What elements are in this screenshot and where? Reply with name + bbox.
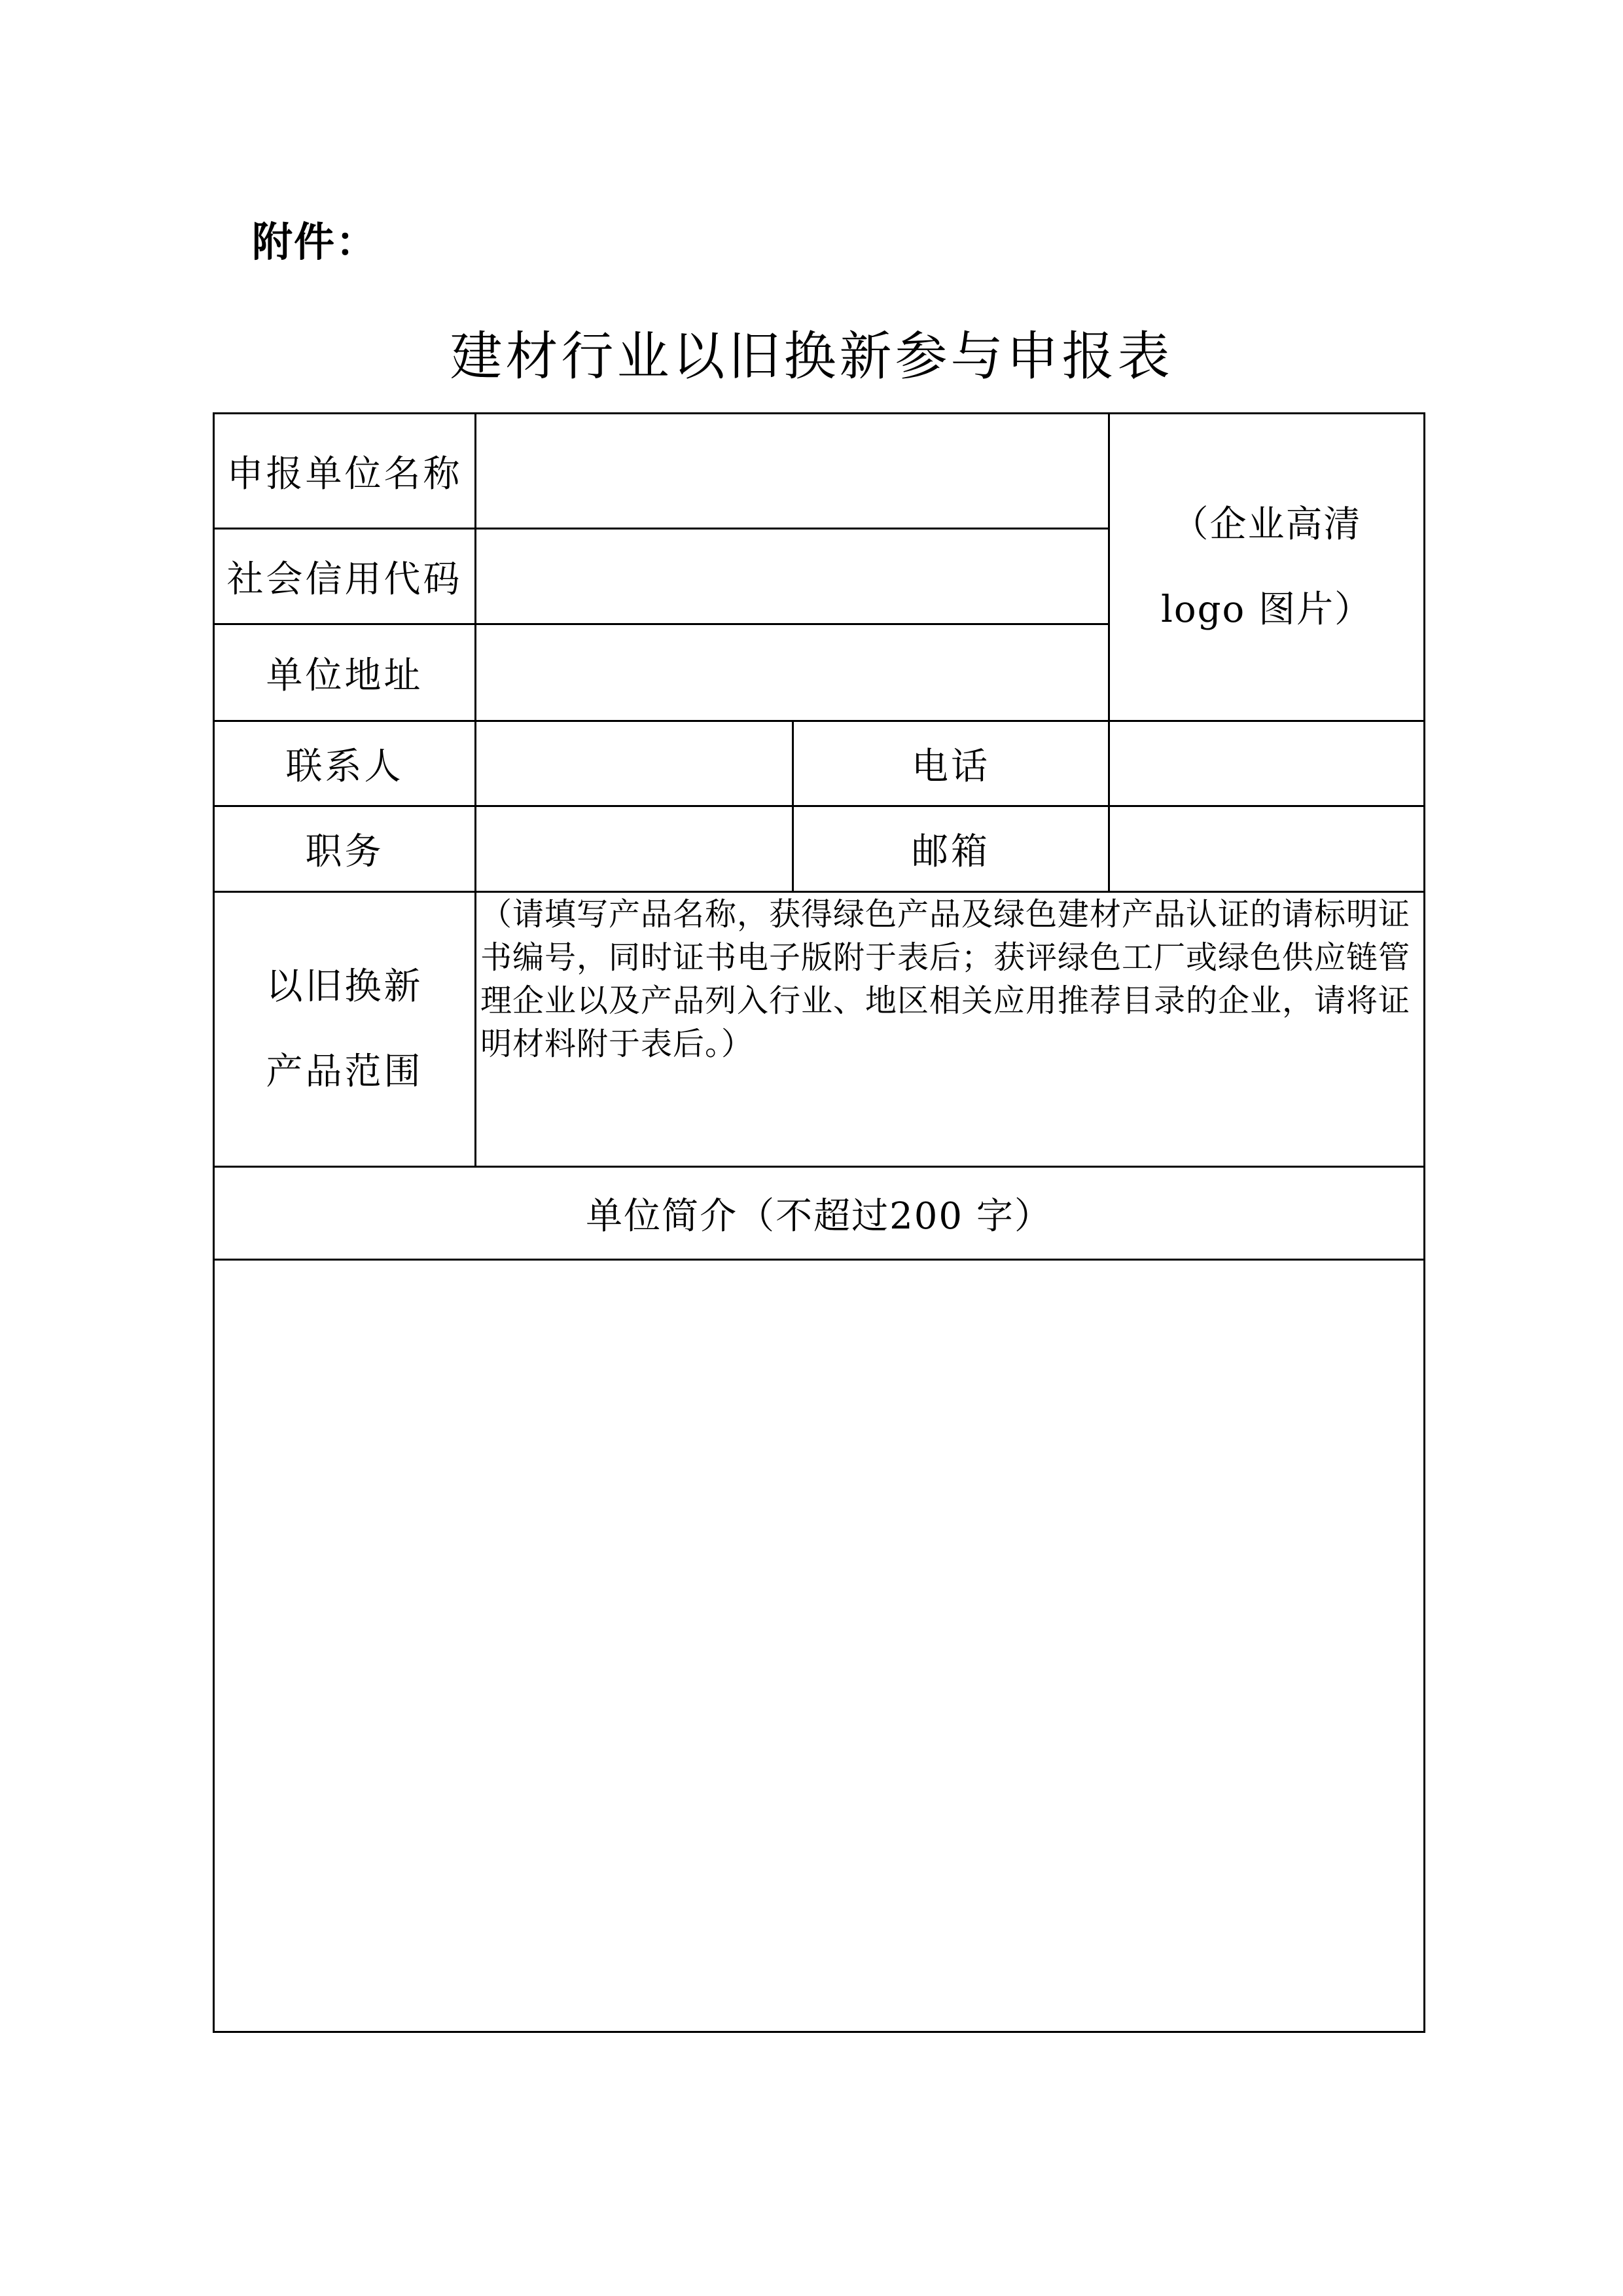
unit-name-label: 申报单位名称 — [214, 414, 476, 529]
product-scope-label-line1: 以旧换新 — [266, 965, 423, 1008]
address-label: 单位地址 — [214, 624, 476, 721]
unit-name-field[interactable] — [476, 414, 1109, 529]
application-form — [213, 412, 1423, 2031]
intro-field[interactable] — [214, 1260, 1425, 2032]
product-scope-label-line2: 产品范围 — [266, 1050, 423, 1093]
intro-label: 单位简介（不超过200 字） — [214, 1167, 1425, 1260]
address-field[interactable] — [476, 624, 1109, 721]
form-table — [213, 412, 1425, 2033]
product-scope-field[interactable] — [476, 892, 1425, 1167]
product-scope-label — [214, 892, 476, 1167]
email-label: 邮箱 — [793, 806, 1109, 892]
product-scope-instruction: （请填写产品名称，获得绿色产品及绿色建材产品认证的请标明证书编号，同时证书电子版附于表后；获评绿色工厂或绿色供应链管理企业以及产品列入行业、地区相关应用推荐目录的企业，请将证明材料附于表后。） — [480, 896, 1411, 1062]
logo-placeholder-line2: logo 图片） — [1161, 588, 1372, 631]
position-field[interactable] — [476, 806, 793, 892]
credit-code-label: 社会信用代码 — [214, 529, 476, 624]
contact-field[interactable] — [476, 721, 793, 806]
logo-placeholder[interactable] — [1109, 414, 1425, 721]
phone-field[interactable] — [1109, 721, 1425, 806]
attachment-label: 附件： — [252, 218, 378, 266]
position-label: 职务 — [214, 806, 476, 892]
credit-code-field[interactable] — [476, 529, 1109, 624]
contact-label: 联系人 — [214, 721, 476, 806]
logo-placeholder-line1: （企业高清 — [1171, 503, 1362, 546]
phone-label: 电话 — [793, 721, 1109, 806]
form-title: 建材行业以旧换新参与申报表 — [450, 326, 1173, 387]
email-field[interactable] — [1109, 806, 1425, 892]
